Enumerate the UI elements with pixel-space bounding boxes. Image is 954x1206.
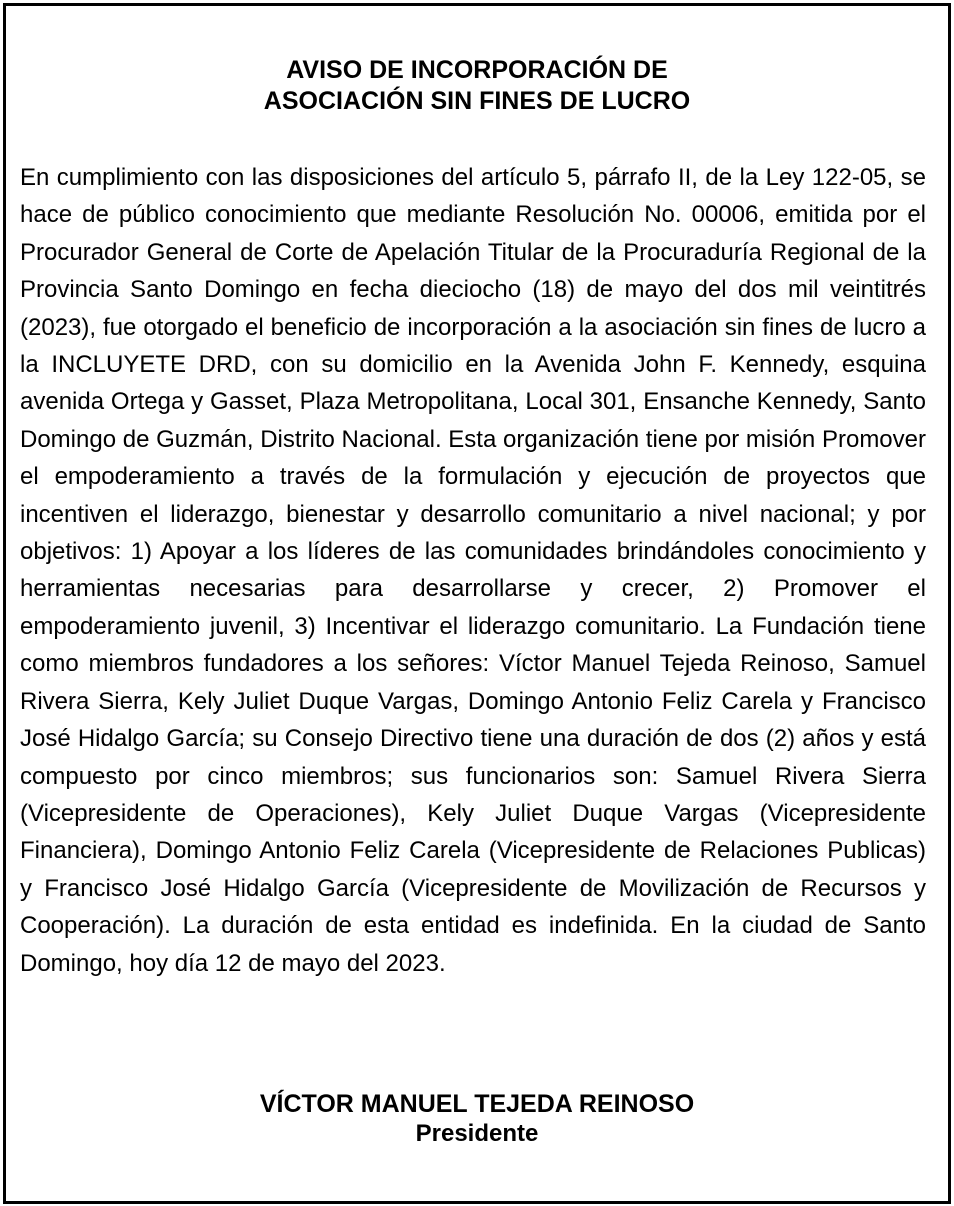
notice-title [0,55,954,117]
signature-role: Presidente [415,1120,539,1147]
notice-title-line-2: ASOCIACIÓN SIN FINES DE LUCRO [263,87,691,115]
notice-title-line-1: AVISO DE INCORPORACIÓN DE [286,56,668,84]
signature-block [0,1089,954,1148]
signature-name: VÍCTOR MANUEL TEJEDA REINOSO [259,1090,695,1118]
notice-body: En cumplimiento con las disposiciones del artículo 5, párrafo II, de la Ley 122-05, se hace de público conocimiento que mediante Resolución No. 00006, emitida por el Procurador General de Corte de Apelación Titular de la Procuraduría Regional de la Provincia Santo Domingo en fecha dieciocho (18) de mayo del dos mil veintitrés (2023), fue otorgado el beneficio de incorporación a la asociación sin fines de lucro a la INCLUYETE DRD, con su domicilio en la Avenida John F. Kennedy, esquina avenida Ortega y Gasset, Plaza Metropolitana, Local 301, Ensanche Kennedy, Santo Domingo de Guzmán, Distrito Nacional. Esta organización tiene por misión Promover el empoderamiento a través de la formulación y ejecución de proyectos que incentiven el liderazgo, bienestar y desarrollo comunitario a nivel nacional; y por objetivos: 1) Apoyar a los líderes de las comunidades brindándoles conocimiento y herramientas necesarias para desarrollarse y crecer, 2) Promover el empoderamiento juvenil, 3) Incentivar el liderazgo comunitario. La Fundación tiene como miembros fundadores a los señores: Víctor Manuel Tejeda Reinoso, Samuel Rivera Sierra, Kely Juliet Duque Vargas, Domingo Antonio Feliz Carela y Francisco José Hidalgo García; su Consejo Directivo tiene una duración de dos (2) años y está compuesto por cinco miembros; sus funcionarios son: Samuel Rivera Sierra (Vicepresidente de Operaciones), Kely Juliet Duque Vargas (Vicepresidente Financiera), Domingo Antonio Feliz Carela (Vicepresidente de Relaciones Publicas) y Francisco José Hidalgo García (Vicepresidente de Movilización de Recursos y Cooperación). La duración de esta entidad es indefinida. En la ciudad de Santo Domingo, hoy día 12 de mayo del 2023. [20,164,926,977]
